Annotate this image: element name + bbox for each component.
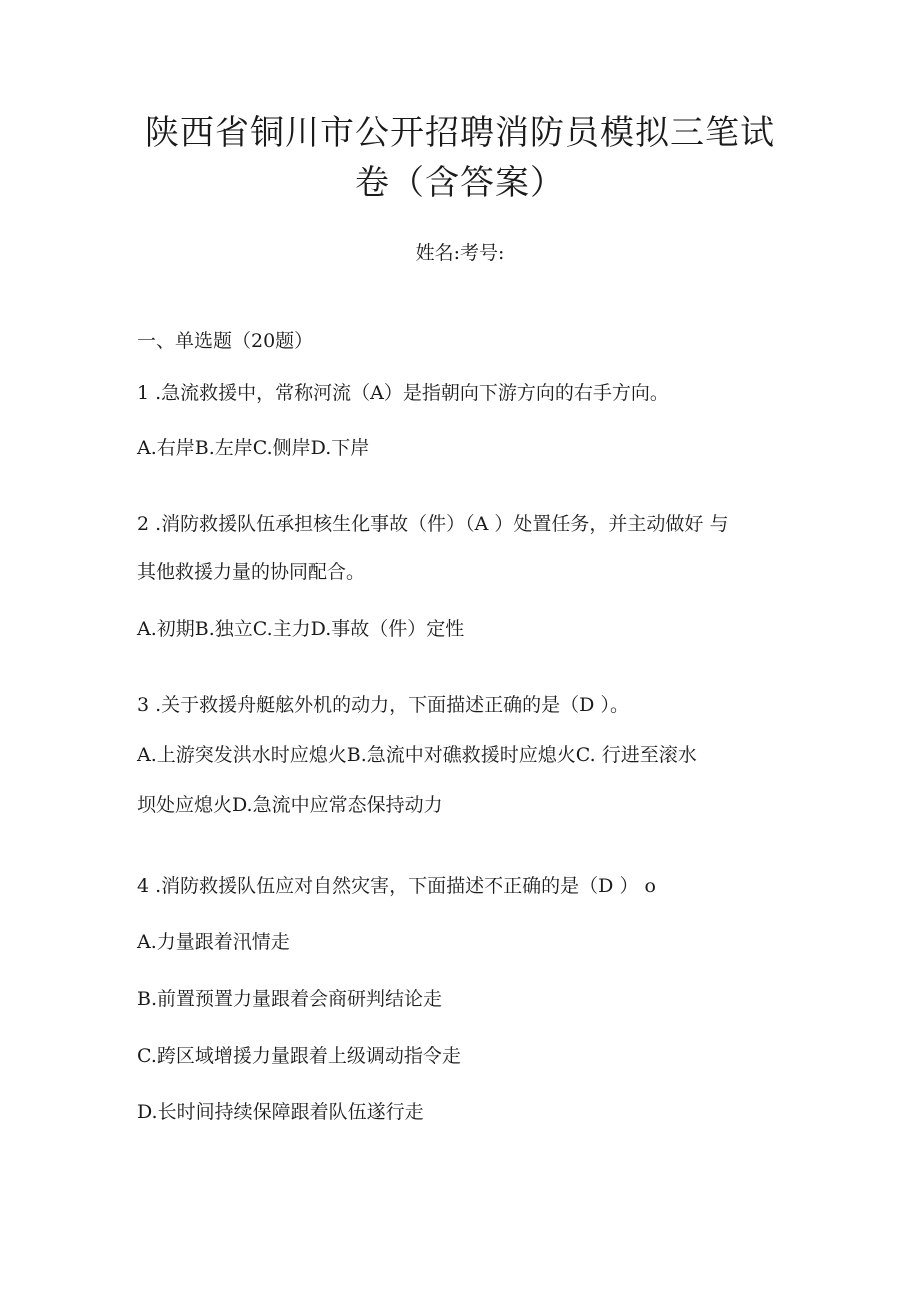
question-4-option-c: C.跨区域增援力量跟着上级调动指令走 [137,1045,461,1067]
question-4-option-d: D.长时间持续保障跟着队伍遂行走 [137,1101,424,1123]
question-4-option-a: A.力量跟着汛情走 [137,931,290,953]
question-2-stem-line-2: 其他救援力量的协同配合。 [137,561,366,583]
question-4-option-b: B.前置预置力量跟着会商研判结论走 [137,988,443,1010]
question-2-options: A.初期B.独立C.主力D.事故（件）定性 [137,618,465,640]
document-title-line-2: 卷（含答案） [355,163,565,203]
candidate-info-line: 姓名:考号: [415,242,505,264]
question-3-options-line-2: 坝处应熄火D.急流中应常态保持动力 [137,794,443,816]
section-heading: 一、单选题（20题） [137,330,314,352]
question-4-stem: 4 .消防救援队伍应对自然灾害，下面描述不正确的是（D ） o [137,875,656,897]
question-1-stem: 1 .急流救援中，常称河流（A）是指朝向下游方向的右手方向。 [137,382,669,404]
question-1-options: A.右岸B.左岸C.侧岸D.下岸 [137,437,370,459]
question-2-stem-line-1: 2 .消防救援队伍承担核生化事故（件）（A ）处置任务，并主动做好 与 [137,513,729,535]
document-title-line-1: 陕西省铜川市公开招聘消防员模拟三笔试 [145,113,775,153]
question-3-stem: 3 .关于救援舟艇舷外机的动力，下面描述正确的是（D ）。 [137,694,629,716]
question-3-options-line-1: A.上游突发洪水时应熄火B.急流中对礁救援时应熄火C. 行进至滚水 [137,744,697,766]
